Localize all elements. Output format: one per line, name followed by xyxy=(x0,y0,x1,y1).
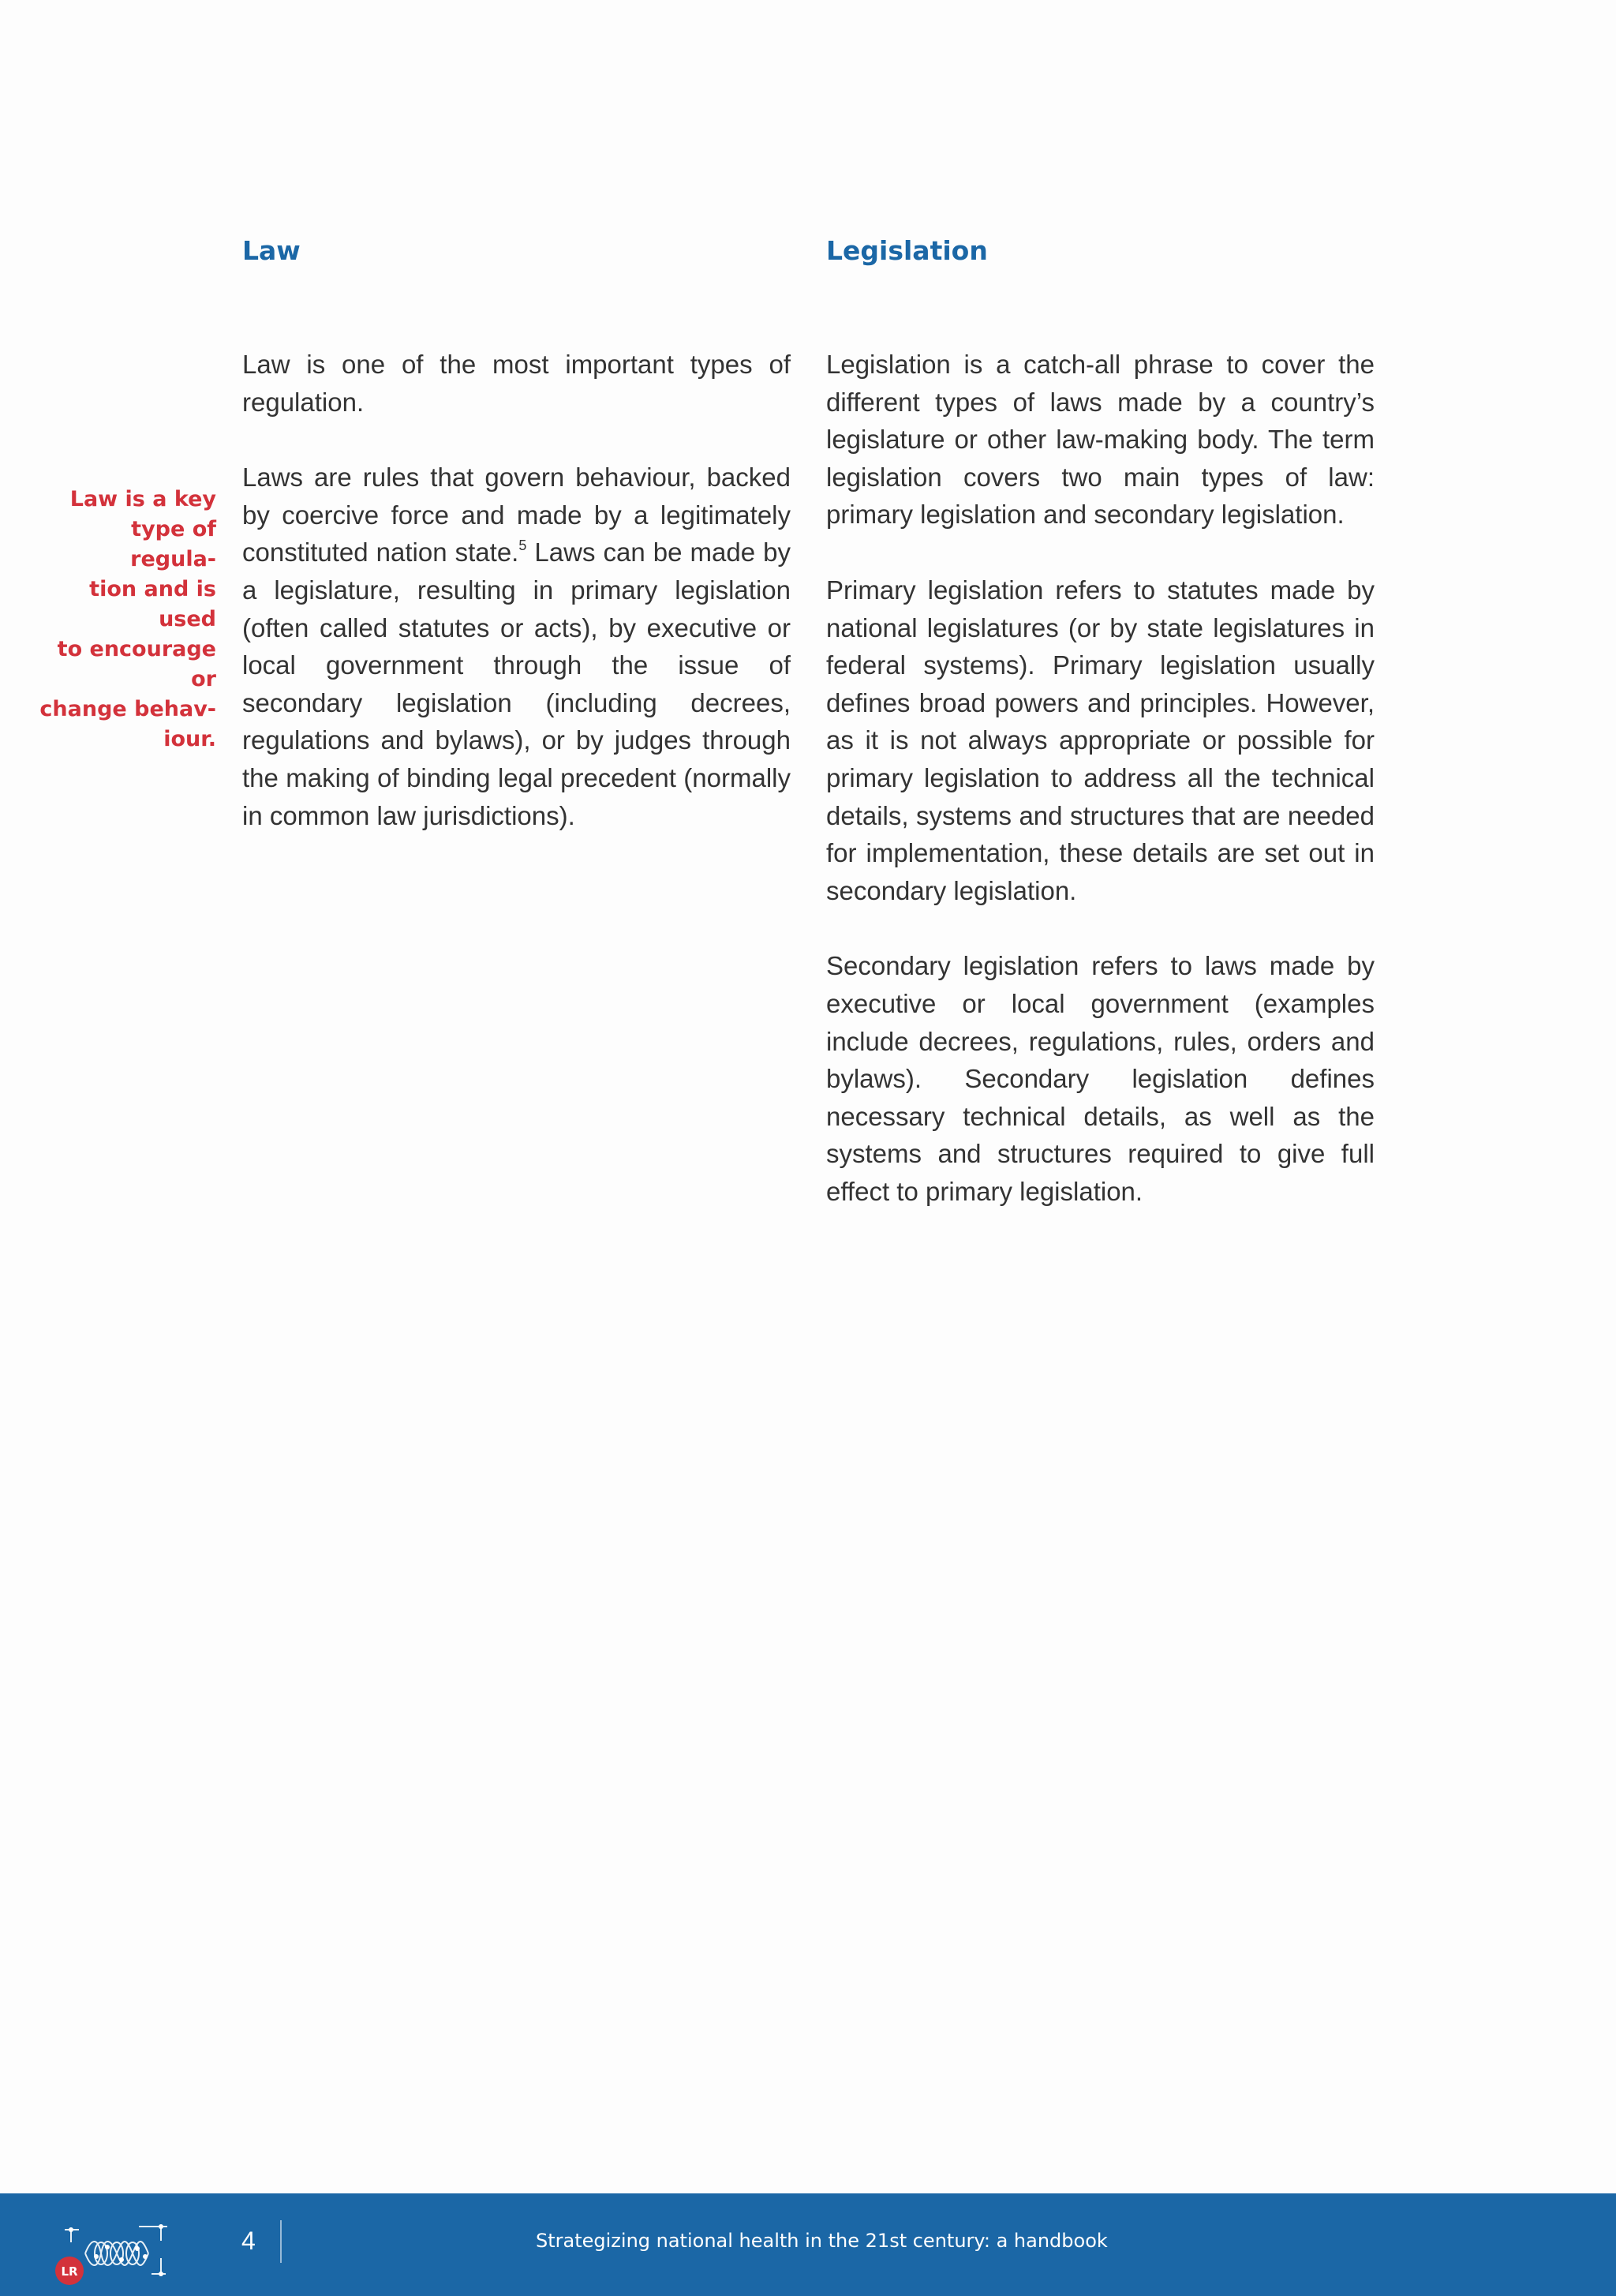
margin-note-line: type of regula- xyxy=(130,517,216,571)
legislation-paragraph-3: Secondary legislation refers to laws made by executive or local government (examples include decrees, regulations, rules, orders and bylaws). Secondary legislation defines necessary technical details, as well as the systems and structures required to give full effect to primary legislation. xyxy=(826,951,1375,1206)
margin-note-line: tion and is used xyxy=(89,577,216,631)
law-heading: Law xyxy=(242,235,301,266)
margin-note-line: change behav- xyxy=(39,697,216,721)
legislation-column xyxy=(826,346,1375,1210)
law-paragraph-2-continued: Laws can be made by a legislature, resulting in primary legislation (often called statutes or acts), by executive or local government through the issue of secondary legislation (including decrees, regulations and bylaws), or by judges through the making of binding legal precedent (normally in common law jurisdictions). xyxy=(242,537,791,830)
margin-note-line: to encourage or xyxy=(57,637,216,691)
footer-publication-title: Strategizing national health in the 21st century: a handbook xyxy=(536,2230,1108,2252)
law-paragraph-2-text: Laws are rules that govern behaviour, backed by coercive force and made by a legitimately constituted nation state. xyxy=(242,463,791,567)
law-paragraph-2 xyxy=(242,459,791,834)
legislation-heading: Legislation xyxy=(826,235,988,266)
margin-note-line: iour. xyxy=(163,727,216,751)
law-paragraph-1: Law is one of the most important types of regulation. xyxy=(242,350,791,417)
page-number: 4 xyxy=(241,2227,256,2255)
footnote-reference[interactable]: 5 xyxy=(518,537,527,554)
dna-helix-logo-icon xyxy=(50,2209,185,2288)
logo-badge-text: LR xyxy=(61,2264,78,2279)
legislation-paragraph-1: Legislation is a catch-all phrase to cover the different types of laws made by a country’s legislature or other law-making body. The term legislation covers two main types of law: primary legislation and secondary legislation. xyxy=(826,350,1375,530)
page-footer xyxy=(0,2193,1616,2296)
footer-divider xyxy=(280,2220,282,2263)
margin-note-line: Law is a key xyxy=(69,487,216,511)
margin-note xyxy=(38,485,216,755)
law-column xyxy=(242,346,791,834)
legislation-paragraph-2: Primary legislation refers to statutes made by national legislatures (or by state legislatures in federal systems). Primary legislation usually defines broad powers and principles. However, as it is not always appropriate or possible for primary legislation to address all the technical details, systems and structures that are needed for implementation, these details are set out in secondary legislation. xyxy=(826,575,1375,905)
